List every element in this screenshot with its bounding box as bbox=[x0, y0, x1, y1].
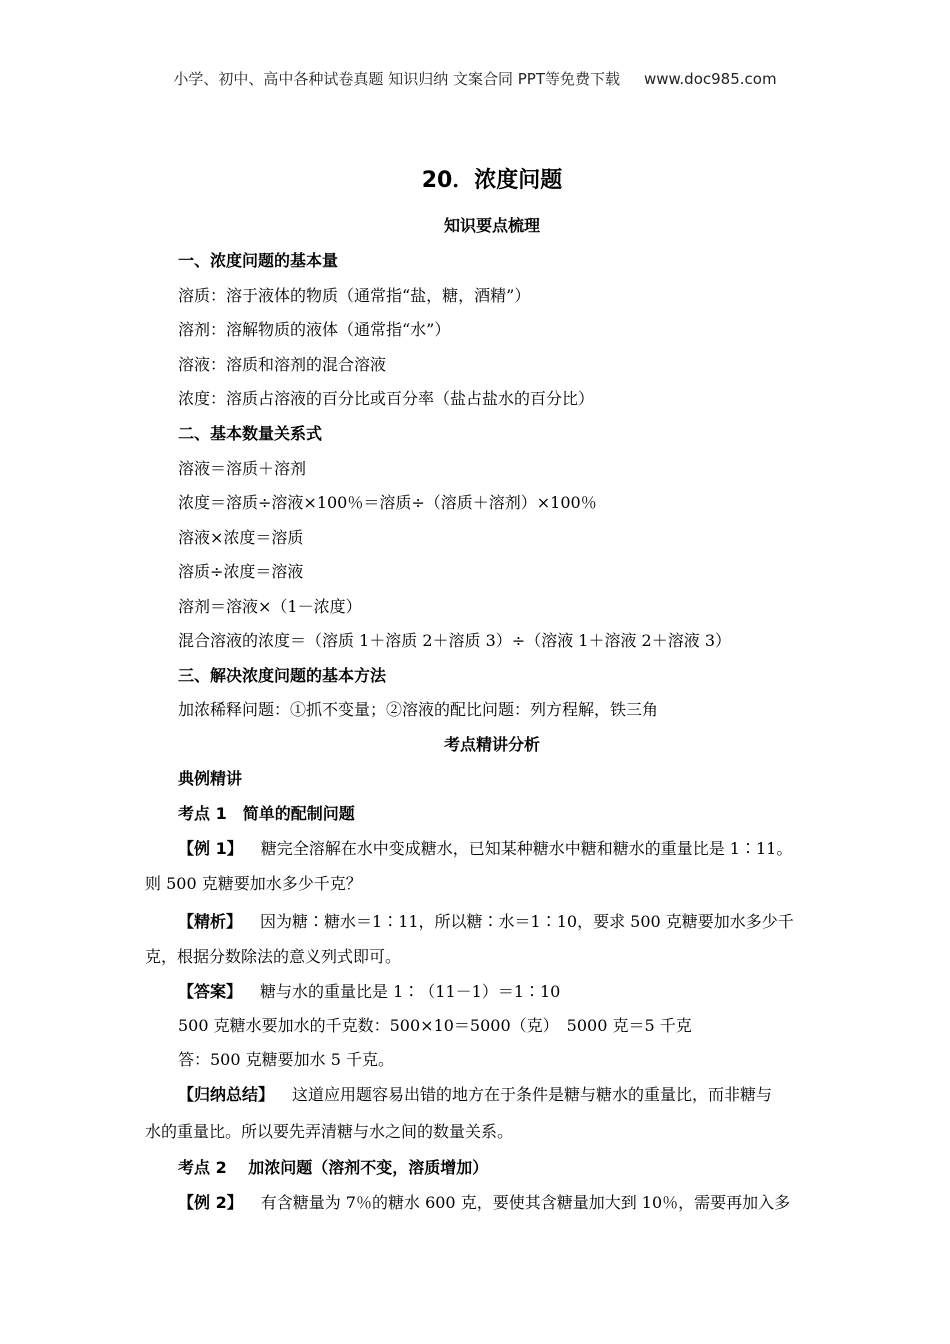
part2-line: 混合溶液的浓度＝（溶质 1＋溶质 2＋溶质 3）÷（溶液 1＋溶液 2＋溶液 3） bbox=[178, 631, 732, 650]
example1-tag: 【例 1】 bbox=[178, 839, 243, 858]
answer-line2: 500 克糖水要加水的千克数：500×10＝5000（克） 5000 克＝5 千克 bbox=[178, 1016, 692, 1035]
section-title-analysis: 考点精讲分析 bbox=[443, 735, 540, 754]
analysis-line2: 克，根据分数除法的意义列式即可。 bbox=[145, 947, 402, 966]
example2-tag: 【例 2】 bbox=[178, 1193, 243, 1212]
section-title-knowledge: 知识要点梳理 bbox=[443, 216, 540, 235]
part2-line: 浓度＝溶质÷溶液×100％＝溶质÷（溶质＋溶剂）×100％ bbox=[178, 493, 597, 512]
part2-line: 溶液＝溶质＋溶剂 bbox=[178, 459, 307, 478]
analysis-text: 因为糖∶糖水＝1∶11，所以糖∶水＝1∶10，要求 500 克糖要加水多少千 bbox=[260, 912, 794, 931]
analysis-line1 bbox=[178, 912, 794, 932]
example1-line1 bbox=[178, 839, 792, 859]
analysis-tag: 【精析】 bbox=[178, 912, 243, 931]
example1-line2: 则 500 克糖要加水多少千克？ bbox=[145, 874, 362, 893]
answer-text: 糖与水的重量比是 1∶（11－1）＝1∶10 bbox=[260, 982, 561, 1001]
summary-line2: 水的重量比。所以要先弄清糖与水之间的数量关系。 bbox=[145, 1122, 514, 1141]
header-text: 小学、初中、高中各种试卷真题 知识归纳 文案合同 PPT等免费下载 bbox=[173, 70, 620, 88]
point1-heading: 考点 1 简单的配制问题 bbox=[178, 804, 355, 823]
header-site: www.doc985.com bbox=[643, 70, 777, 88]
part1-heading: 一、浓度问题的基本量 bbox=[178, 251, 339, 270]
point2-heading: 考点 2 加浓问题（溶剂不变，溶质增加） bbox=[178, 1158, 489, 1177]
page-header bbox=[0, 68, 950, 89]
summary-tag: 【归纳总结】 bbox=[178, 1085, 275, 1104]
part1-line: 溶剂：溶解物质的液体（通常指“水”） bbox=[178, 320, 451, 339]
page-title: 20．浓度问题 bbox=[421, 168, 563, 193]
answer-line1 bbox=[178, 982, 560, 1002]
answer-tag: 【答案】 bbox=[178, 982, 243, 1001]
example1-text: 糖完全溶解在水中变成糖水，已知某种糖水中糖和糖水的重量比是 1∶11。 bbox=[260, 839, 793, 858]
answer-line3: 答：500 克糖要加水 5 千克。 bbox=[178, 1050, 394, 1069]
summary-text: 这道应用题容易出错的地方在于条件是糖与糖水的重量比，而非糖与 bbox=[292, 1085, 773, 1104]
part2-heading: 二、基本数量关系式 bbox=[178, 424, 323, 443]
part2-line: 溶剂＝溶液×（1－浓度） bbox=[178, 597, 362, 616]
part3-line: 加浓稀释问题：①抓不变量；②溶液的配比问题：列方程解，铁三角 bbox=[178, 700, 659, 719]
part1-line: 浓度：溶质占溶液的百分比或百分率（盐占盐水的百分比） bbox=[178, 389, 595, 408]
summary-line1 bbox=[178, 1085, 772, 1105]
part1-line: 溶质：溶于液体的物质（通常指“盐，糖，酒精”） bbox=[178, 286, 531, 305]
examples-heading: 典例精讲 bbox=[178, 769, 243, 788]
part1-line: 溶液：溶质和溶剂的混合溶液 bbox=[178, 355, 387, 374]
example2-text: 有含糖量为 7％的糖水 600 克，要使其含糖量加大到 10％，需要再加入多 bbox=[260, 1193, 791, 1212]
part3-heading: 三、解决浓度问题的基本方法 bbox=[178, 666, 387, 685]
part2-line: 溶液×浓度＝溶质 bbox=[178, 528, 304, 547]
example2-line1 bbox=[178, 1193, 790, 1213]
part2-line: 溶质÷浓度＝溶液 bbox=[178, 562, 304, 581]
